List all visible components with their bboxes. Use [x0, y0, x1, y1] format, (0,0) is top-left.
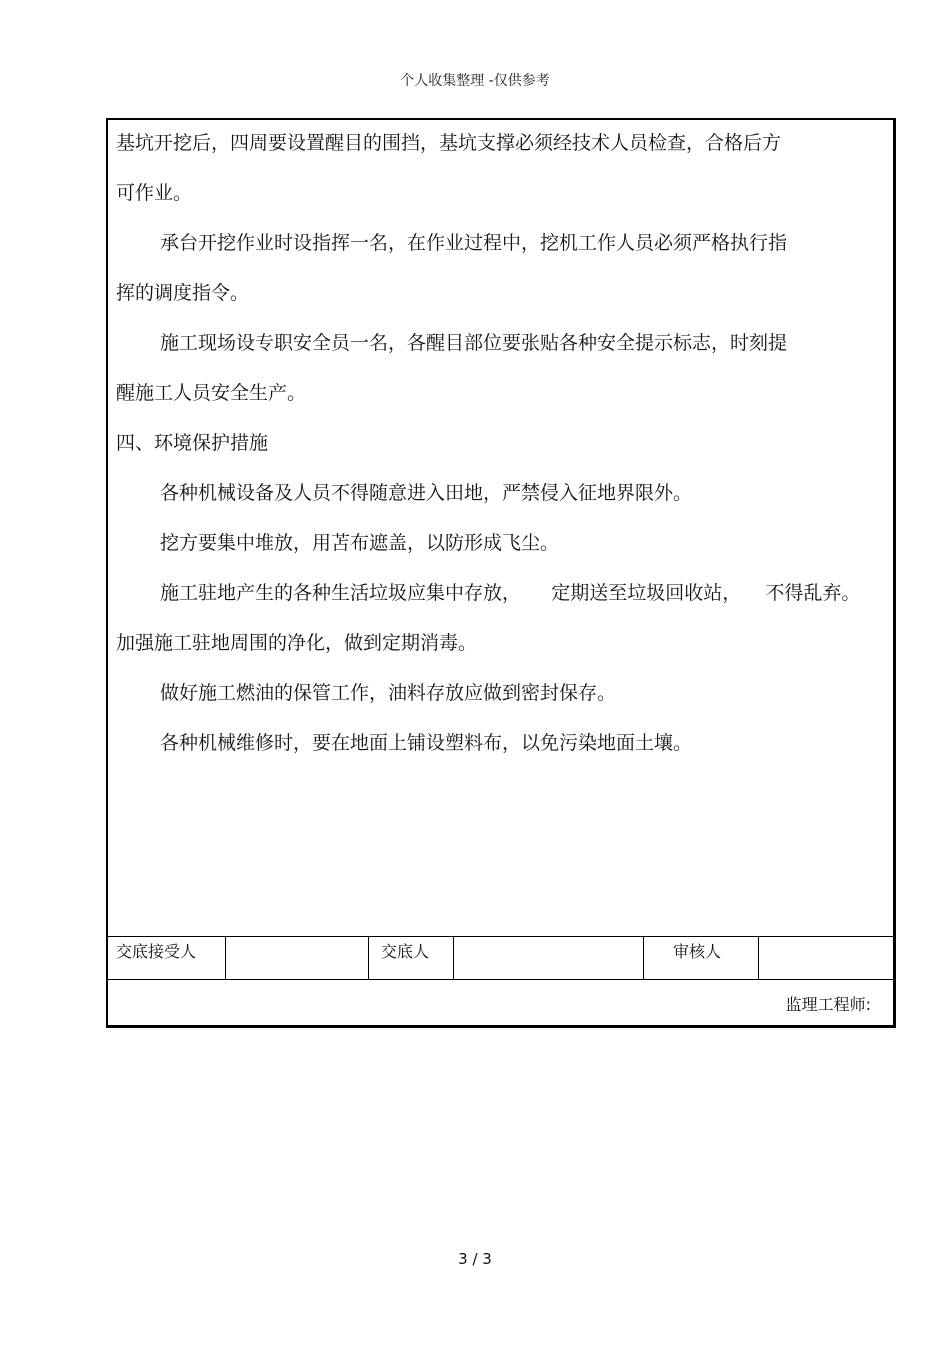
- signature-row: [108, 936, 893, 980]
- text-line: 各种机械设备及人员不得随意进入田地，严禁侵入征地界限外。: [160, 482, 693, 504]
- receiver-label: 交底接受人: [116, 942, 197, 961]
- text-line: 加强施工驻地周围的净化，做到定期消毒。: [116, 632, 478, 654]
- page-header: 个人收集整理 -仅供参考: [400, 73, 550, 89]
- text-line: 可作业。: [116, 182, 193, 204]
- text-line: 施工驻地产生的各种生活垃圾应集中存放， 定期送至垃圾回收站， 不得乱弃。: [160, 582, 861, 604]
- text-line: 做好施工燃油的保管工作，油料存放应做到密封保存。: [160, 682, 617, 704]
- divider: [225, 937, 226, 979]
- divider: [758, 937, 759, 979]
- text-line: 挥的调度指令。: [116, 282, 250, 304]
- text-line: 承台开挖作业时设指挥一名，在作业过程中，挖机工作人员必须严格执行指: [160, 232, 788, 254]
- text-line: 基坑开挖后，四周要设置醒目的围挡，基坑支撑必须经技术人员检查，合格后方: [116, 132, 782, 154]
- section-heading: 四、环境保护措施: [116, 432, 269, 454]
- text-line: 各种机械维修时，要在地面上铺设塑料布，以免污染地面土壤。: [160, 732, 693, 754]
- text-line: 挖方要集中堆放，用苫布遮盖，以防形成飞尘。: [160, 532, 560, 554]
- reviewer-label: 审核人: [673, 942, 722, 961]
- divider: [643, 937, 644, 979]
- text-line: 醒施工人员安全生产。: [116, 382, 307, 404]
- supervisor-label: 监理工程师:: [785, 995, 871, 1014]
- divider: [453, 937, 454, 979]
- page-number: 3 / 3: [458, 1250, 492, 1268]
- text-line: 施工现场设专职安全员一名，各醒目部位要张贴各种安全提示标志，时刻提: [160, 332, 788, 354]
- divider: [368, 937, 369, 979]
- disclosure-form: [106, 118, 896, 1028]
- giver-label: 交底人: [381, 942, 430, 961]
